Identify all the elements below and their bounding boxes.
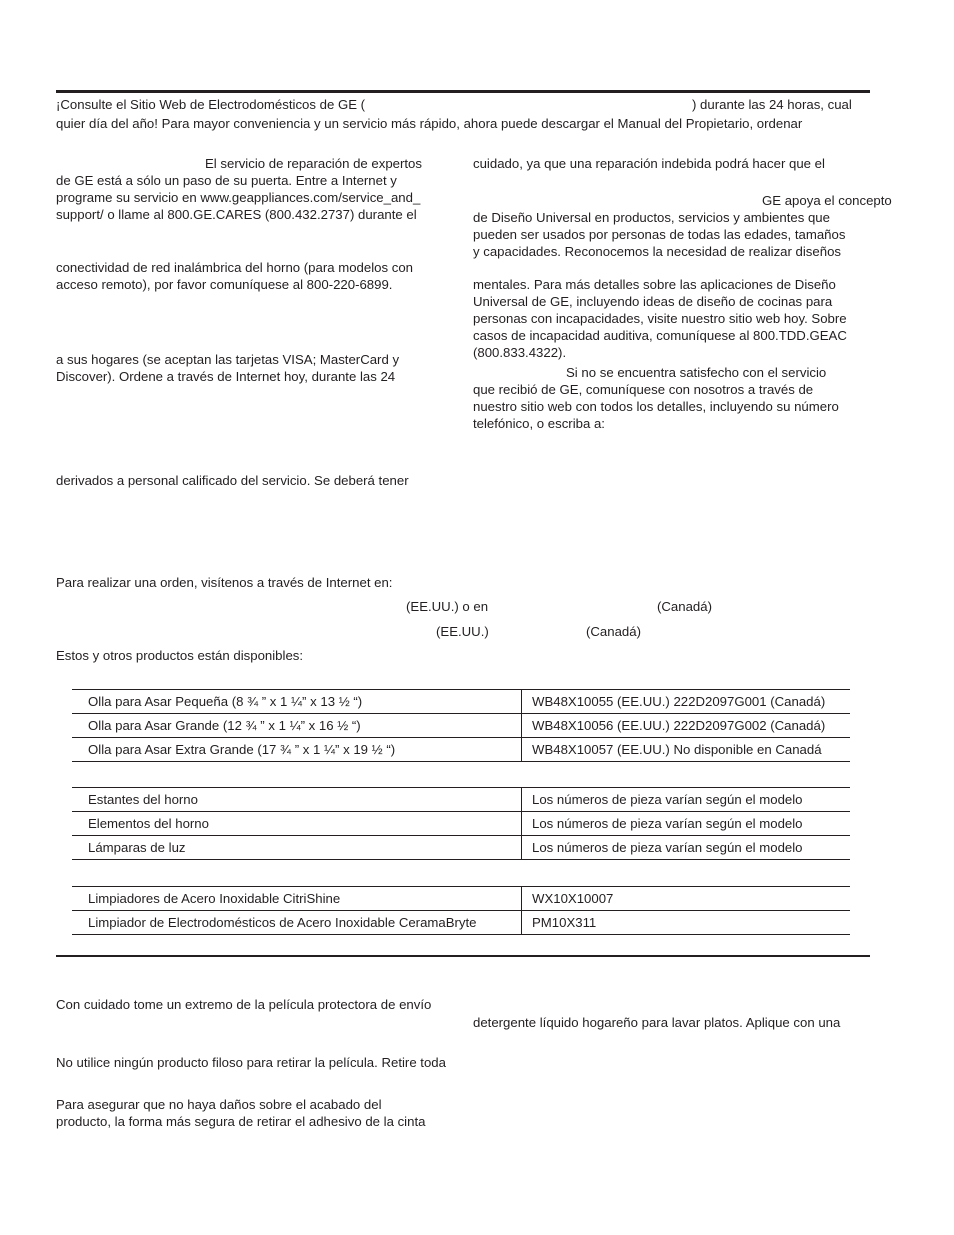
- right-col-line: que recibió de GE, comuníquese con nosotros a través de: [473, 382, 814, 397]
- intro-text: ) durante las 24 horas, cual: [692, 97, 852, 112]
- right-col-line: cuidado, ya que una reparación indebida podrá hacer que el: [473, 156, 825, 171]
- product-name-cell: Olla para Asar Grande (12 ¾ ” x 1 ¼” x 16 ½ “): [72, 714, 522, 738]
- order-line: Para realizar una orden, visítenos a través de Internet en:: [56, 575, 393, 590]
- right-col-line: casos de incapacidad auditiva, comuníquese al 800.TDD.GEAC: [473, 328, 847, 343]
- left-col-line: programe su servicio en www.geappliances.com/service_and_: [56, 190, 421, 205]
- product-name-cell: Estantes del horno: [72, 788, 522, 812]
- part-number-cell: WB48X10056 (EE.UU.) 222D2097G002 (Canadá): [522, 714, 851, 738]
- bottom-line: No utilice ningún producto filoso para retirar la película. Retire toda: [56, 1055, 446, 1070]
- cleaners-table: [72, 886, 850, 935]
- order-line: (Canadá): [586, 624, 641, 639]
- left-col-line: support/ o llame al 800.GE.CARES (800.432.2737) durante el: [56, 207, 417, 222]
- right-col-line: de Diseño Universal en productos, servicios y ambientes que: [473, 210, 830, 225]
- part-number-cell: WB48X10055 (EE.UU.) 222D2097G001 (Canadá): [522, 690, 851, 714]
- product-name-cell: Limpiador de Electrodomésticos de Acero Inoxidable CeramaBryte: [72, 911, 522, 935]
- part-number-cell: PM10X311: [522, 911, 851, 935]
- left-col-line: El servicio de reparación de expertos: [205, 156, 422, 171]
- left-col-line: a sus hogares (se aceptan las tarjetas VISA; MasterCard y: [56, 352, 400, 367]
- right-col-line: mentales. Para más detalles sobre las aplicaciones de Diseño: [473, 277, 836, 292]
- bottom-line: detergente líquido hogareño para lavar platos. Aplique con una: [473, 1015, 841, 1030]
- intro-text: ¡Consulte el Sitio Web de Electrodomésticos de GE (: [56, 97, 366, 112]
- table-row: [72, 738, 850, 762]
- right-col-line: personas con incapacidades, visite nuestro sitio web hoy. Sobre: [473, 311, 847, 326]
- order-line: (Canadá): [657, 599, 712, 614]
- product-name-cell: Lámparas de luz: [72, 836, 522, 860]
- product-name-cell: Elementos del horno: [72, 812, 522, 836]
- section-rule: [56, 955, 870, 957]
- right-col-line: pueden ser usados por personas de todas las edades, tamaños: [473, 227, 846, 242]
- left-col-line: Discover). Ordene a través de Internet hoy, durante las 24: [56, 369, 396, 384]
- right-col-line: GE apoya el concepto: [762, 193, 892, 208]
- right-col-line: Si no se encuentra satisfecho con el servicio: [566, 365, 827, 380]
- product-name-cell: Olla para Asar Pequeña (8 ¾ ” x 1 ¼” x 13 ½ “): [72, 690, 522, 714]
- right-col-line: (800.833.4322).: [473, 345, 567, 360]
- left-col-line: conectividad de red inalámbrica del horno (para modelos con: [56, 260, 414, 275]
- left-col-line: de GE está a sólo un paso de su puerta. Entre a Internet y: [56, 173, 397, 188]
- order-line: Estos y otros productos están disponibles:: [56, 648, 304, 663]
- order-line: (EE.UU.): [436, 624, 489, 639]
- bottom-line: Para asegurar que no haya daños sobre el acabado del: [56, 1097, 382, 1112]
- bottom-line: producto, la forma más segura de retirar el adhesivo de la cinta: [56, 1114, 426, 1129]
- part-number-cell: Los números de pieza varían según el modelo: [522, 788, 851, 812]
- right-col-line: y capacidades. Reconocemos la necesidad de realizar diseños: [473, 244, 842, 259]
- top-rule: [56, 90, 870, 93]
- table-row: [72, 911, 850, 935]
- table-row: [72, 887, 850, 911]
- right-col-line: Universal de GE, incluyendo ideas de diseño de cocinas para: [473, 294, 833, 309]
- product-name-cell: Olla para Asar Extra Grande (17 ¾ ” x 1 ¼” x 19 ½ “): [72, 738, 522, 762]
- table-row: [72, 836, 850, 860]
- broiler-pan-table: [72, 689, 850, 762]
- right-col-line: nuestro sitio web con todos los detalles, incluyendo su número: [473, 399, 839, 414]
- left-col-line: derivados a personal calificado del servicio. Se deberá tener: [56, 473, 409, 488]
- order-line: (EE.UU.) o en: [406, 599, 489, 614]
- part-number-cell: Los números de pieza varían según el modelo: [522, 836, 851, 860]
- table-row: [72, 690, 850, 714]
- oven-parts-table: [72, 787, 850, 860]
- table-row: [72, 788, 850, 812]
- table-row: [72, 812, 850, 836]
- part-number-cell: WB48X10057 (EE.UU.) No disponible en Canadá: [522, 738, 851, 762]
- table-row: [72, 714, 850, 738]
- part-number-cell: Los números de pieza varían según el modelo: [522, 812, 851, 836]
- right-col-line: telefónico, o escriba a:: [473, 416, 605, 431]
- intro-text: quier día del año! Para mayor conveniencia y un servicio más rápido, ahora puede descargar el Manual del Propietario, ordenar: [56, 116, 803, 131]
- bottom-line: Con cuidado tome un extremo de la película protectora de envío: [56, 997, 432, 1012]
- left-col-line: acceso remoto), por favor comuníquese al 800-220-6899.: [56, 277, 393, 292]
- product-name-cell: Limpiadores de Acero Inoxidable CitriShine: [72, 887, 522, 911]
- part-number-cell: WX10X10007: [522, 887, 851, 911]
